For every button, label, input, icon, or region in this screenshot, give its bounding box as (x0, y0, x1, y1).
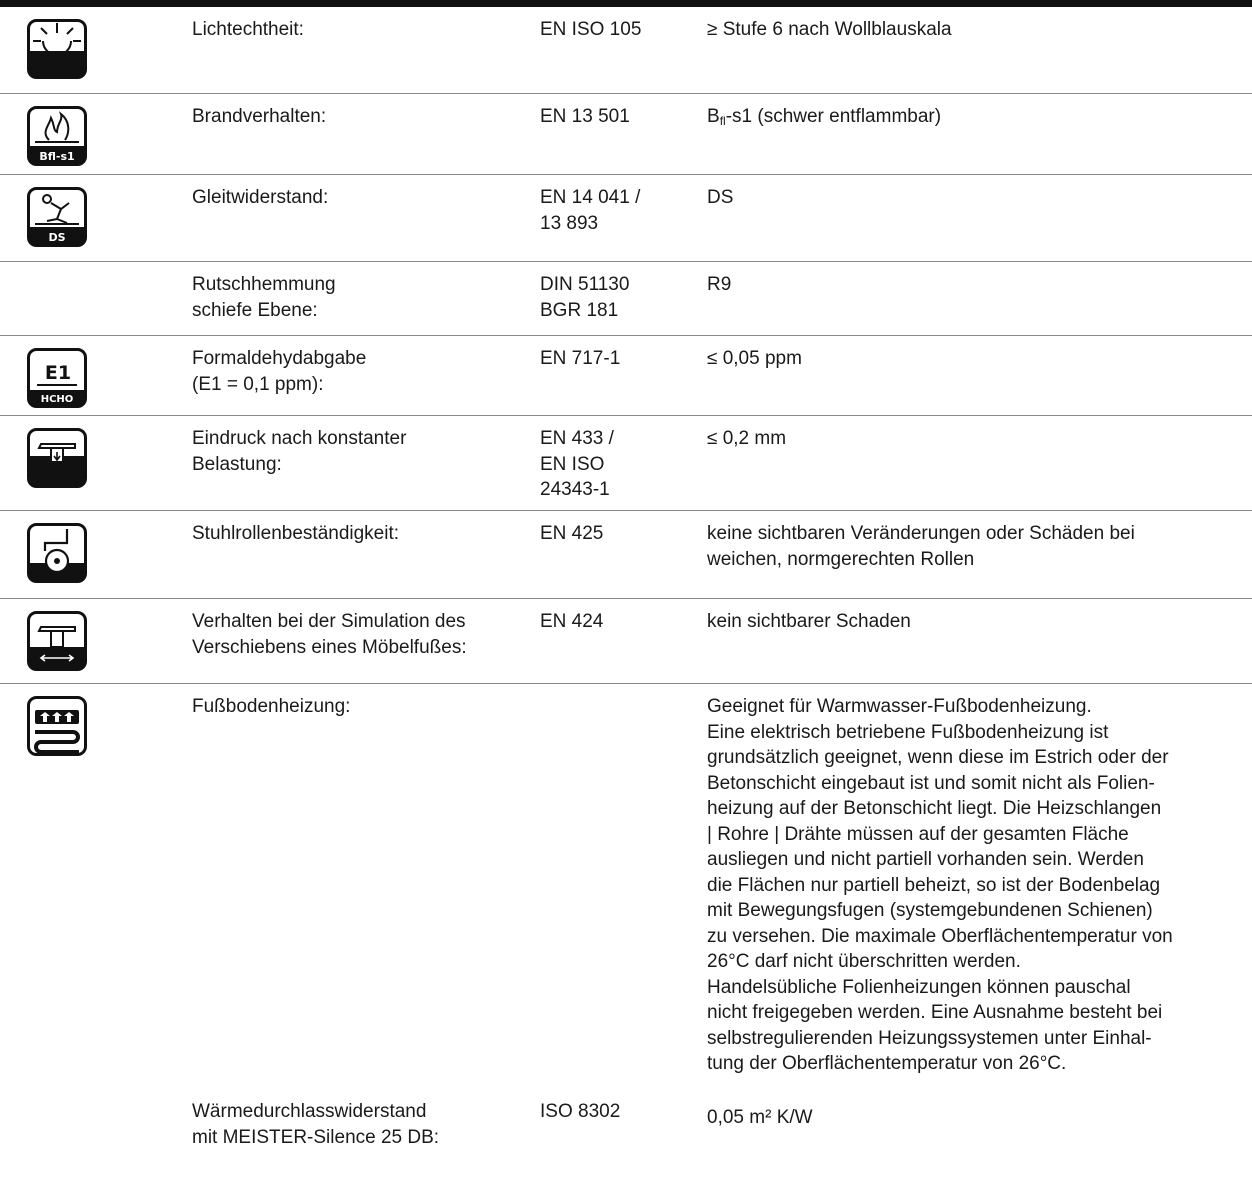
property-cell: Rutschhemmung schiefe Ebene: (192, 274, 336, 321)
technical-data-table (0, 7, 1252, 1189)
norm-cell: EN 717-1 (540, 348, 621, 369)
table-row (0, 262, 1252, 336)
property-cell: Fußbodenheizung: (192, 696, 351, 717)
norm-cell: EN 425 (540, 523, 604, 544)
table-row (0, 599, 1252, 684)
top-border (0, 0, 1252, 7)
svg-text:E1: E1 (44, 362, 72, 384)
property-cell: Wärmedurchlasswiderstand mit MEISTER-Silence 25 DB: (192, 1101, 440, 1148)
property-cell: Formaldehydabgabe (E1 = 0,1 ppm): (192, 348, 367, 395)
underfloor-heating-icon (27, 696, 87, 756)
table-row (0, 94, 1252, 175)
norm-cell: EN 424 (540, 611, 604, 632)
value-cell: Geeignet für Warmwasser-Fußbodenheizung. Eine elektrisch betriebene Fußbodenheizung ist grundsätzlich geeignet, wenn diese im Estrich oder der Betonschicht eingebaut ist und somit nicht als Folien- heizung auf der Betonschicht liegt. Die Heizschlangen | Rohre | Drähte müssen auf der gesamten Fläche ausliegen und nicht partiell vorhanden sein. Werden die Flächen nur partiell beheizt, so ist der Bodenbelag mit Bewegungsfugen (systemgebundenen Schienen) zu versehen. Die maximale Oberflächentemperatur von 26°C darf nicht überschritten werden. Handelsübliche Folienheizungen können pauschal nicht freigegeben werden. Eine Ausnahme besteht bei selbstregulierenden Heizungssystemen unter Einhal- tung der Oberflächentemperatur von 26°C. (707, 696, 1173, 1074)
table-row (0, 7, 1252, 94)
lightfastness-sun-icon (27, 19, 87, 79)
property-cell: Verhalten bei der Simulation des Verschiebens eines Möbelfußes: (192, 611, 467, 658)
norm-cell: EN ISO 105 (540, 19, 642, 40)
table-row (0, 416, 1252, 511)
value-cell: ≤ 0,2 mm (707, 428, 787, 449)
fire-behaviour-icon (27, 106, 87, 166)
svg-text:Bfl-s1: Bfl-s1 (39, 150, 75, 163)
property-cell: Eindruck nach konstanter Belastung: (192, 428, 407, 475)
table-row (0, 684, 1252, 1099)
furniture-leg-icon (27, 611, 87, 671)
property-cell: Stuhlrollenbeständigkeit: (192, 523, 400, 544)
value-cell: kein sichtbarer Schaden (707, 611, 911, 632)
value-cell: R9 (707, 274, 732, 295)
formaldehyde-icon (27, 348, 87, 408)
svg-text:DS: DS (48, 231, 66, 244)
norm-cell: DIN 51130 BGR 181 (540, 274, 630, 321)
norm-cell: EN 14 041 / 13 893 (540, 187, 641, 234)
value-cell: keine sichtbaren Veränderungen oder Schäden bei weichen, normgerechten Rollen (707, 523, 1135, 570)
table-row (0, 511, 1252, 599)
indentation-icon (27, 428, 87, 488)
value-cell: ≥ Stufe 6 nach Wollblauskala (707, 19, 952, 40)
norm-cell: ISO 8302 (540, 1101, 621, 1122)
slip-resistance-icon (27, 187, 87, 247)
value-cell: $B_{fl}-s1$ (schwer entflammbar) (707, 106, 942, 128)
property-cell: Brandverhalten: (192, 106, 327, 127)
value-cell: ≤ 0,05 ppm (707, 348, 802, 369)
table-row (0, 175, 1252, 262)
table-row (0, 1099, 1252, 1189)
property-cell: Gleitwiderstand: (192, 187, 329, 208)
value-cell: DS (707, 187, 734, 208)
norm-cell: EN 13 501 (540, 106, 630, 127)
norm-cell: EN 433 / EN ISO 24343-1 (540, 428, 614, 500)
svg-text:HCHO: HCHO (40, 394, 74, 405)
value-cell: 0,05 m² K/W (707, 1107, 813, 1128)
castor-chair-icon (27, 523, 87, 583)
property-cell: Lichtechtheit: (192, 19, 304, 40)
table-row (0, 336, 1252, 416)
